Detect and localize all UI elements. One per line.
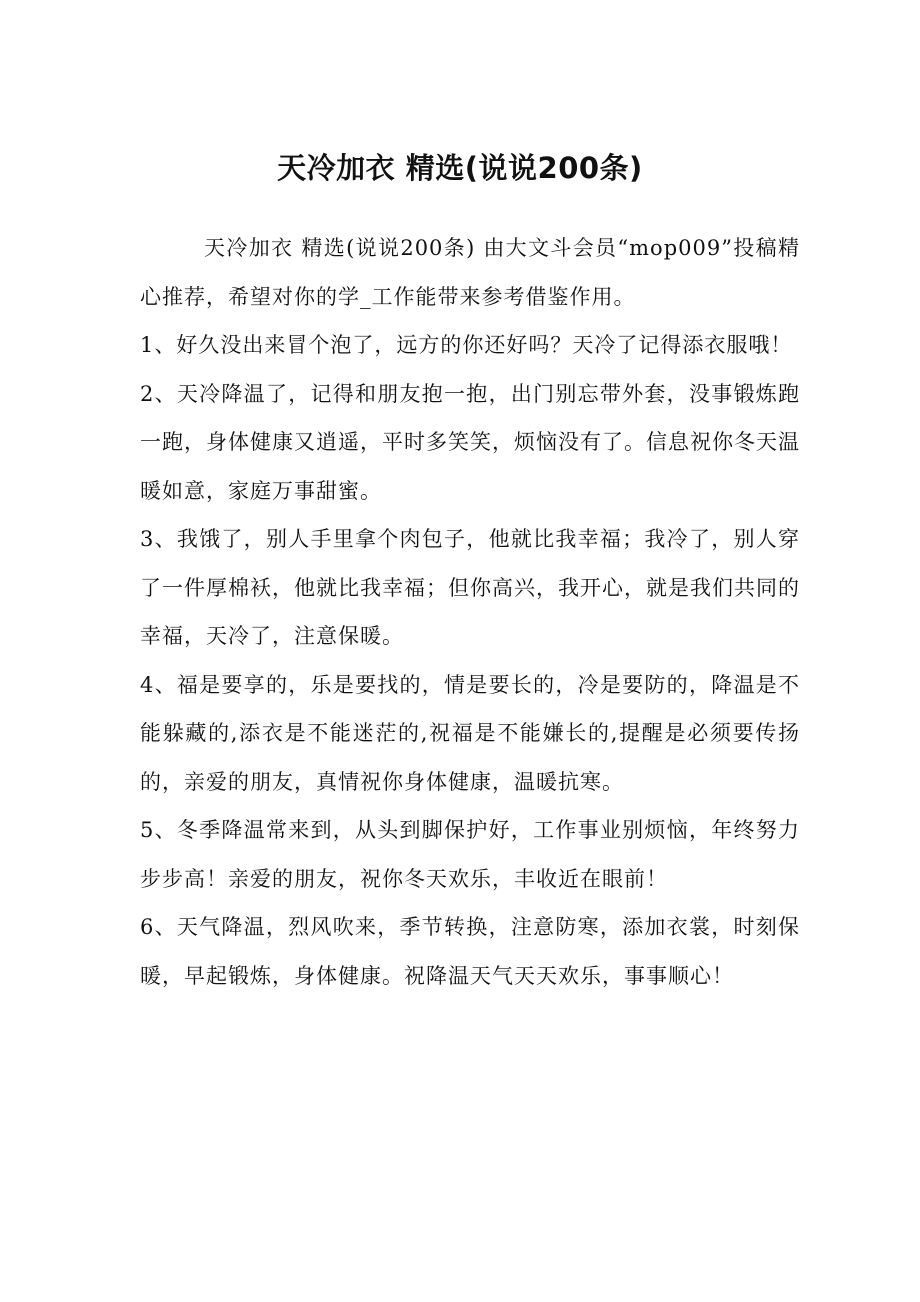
document-title: 天冷加衣 精选(说说200条) (277, 151, 643, 185)
list-item: 6、天气降温，烈风吹来，季节转换，注意防寒，添加衣裳，时刻保暖，早起锻炼，身体健康。祝降温天气天天欢乐，事事顺心！ (140, 915, 800, 988)
document-body (140, 224, 800, 1000)
intro-paragraph: 天冷加衣 精选(说说200条) 由大文斗会员“mop009”投稿精心推荐，希望对你的学_工作能带来参考借鉴作用。 (140, 236, 800, 309)
list-item: 4、福是要享的，乐是要找的，情是要长的，冷是要防的，降温是不能躲藏的,添衣是不能迷茫的,祝福是不能嫌长的,提醒是必须要传扬的，亲爱的朋友，真情祝你身体健康，温暖抗寒。 (140, 672, 800, 794)
list-item: 5、冬季降温常来到，从头到脚保护好，工作事业别烦恼，年终努力步步高！亲爱的朋友，祝你冬天欢乐，丰收近在眼前！ (140, 818, 800, 891)
list-item: 1、好久没出来冒个泡了，远方的你还好吗？天冷了记得添衣服哦！ (140, 333, 793, 357)
list-item: 3、我饿了，别人手里拿个肉包子，他就比我幸福；我冷了，别人穿了一件厚棉袄，他就比我幸福；但你高兴，我开心，就是我们共同的幸福，天冷了，注意保暖。 (140, 527, 800, 648)
list-item: 2、天冷降温了，记得和朋友抱一抱，出门别忘带外套，没事锻炼跑一跑，身体健康又逍遥，平时多笑笑，烦恼没有了。信息祝你冬天温暖如意，家庭万事甜蜜。 (140, 381, 800, 503)
